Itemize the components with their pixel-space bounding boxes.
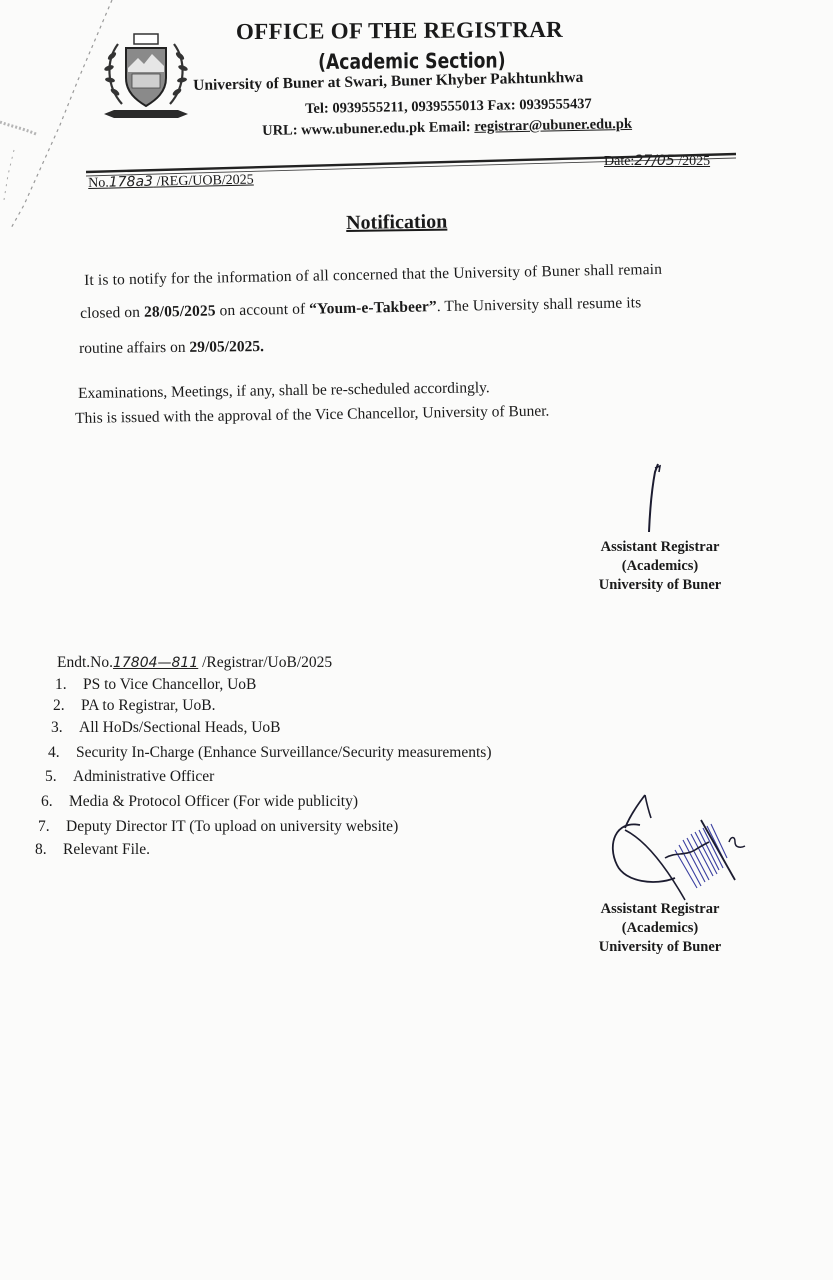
- distribution-item: 8. Relevant File.: [35, 841, 150, 858]
- handwritten-date: 27/05: [634, 153, 675, 169]
- body-line-4: Examinations, Meetings, if any, shall be re-scheduled accordingly.: [78, 379, 490, 402]
- distribution-item: 5. Administrative Officer: [45, 768, 215, 785]
- handwritten-ref-number: 178a3: [108, 173, 154, 191]
- signatory-title: Assistant Registrar: [600, 901, 720, 917]
- body-line-2: closed on 28/05/2025 on account of “Youm-e-Takbeer”. The University shall resume its: [80, 294, 642, 322]
- body-line-3: routine affairs on 29/05/2025.: [79, 338, 265, 357]
- distribution-item: 2. PA to Registrar, UoB.: [53, 697, 216, 714]
- distribution-item: 6. Media & Protocol Officer (For wide publicity): [41, 793, 358, 810]
- reference-number: No.178a3 /REG/UOB/2025: [88, 172, 254, 191]
- resume-date: 29/05/2025.: [189, 338, 265, 356]
- contact-phone-fax: Tel: 0939555211, 0939555013 Fax: 0939555437: [305, 95, 592, 117]
- notification-title: Notification: [346, 210, 448, 234]
- signatory-dept: (Academics): [621, 920, 699, 936]
- signatory-org: University of Buner: [598, 939, 722, 955]
- signatory-org: University of Buner: [598, 577, 722, 593]
- university-address: University of Buner at Swari, Buner Khyber Pakhtunkhwa: [193, 68, 584, 94]
- distribution-item: 7. Deputy Director IT (To upload on university website): [38, 818, 399, 835]
- closure-date: 28/05/2025: [143, 302, 216, 321]
- signature-1: [640, 460, 670, 535]
- email-link[interactable]: registrar@ubuner.edu.pk: [474, 115, 633, 135]
- endorsement-number: Endt.No.17804—811 /Registrar/UoB/2025: [57, 654, 333, 671]
- contact-url-email: [262, 116, 632, 140]
- section-subtitle: (Academic Section): [318, 48, 506, 74]
- distribution-item: 1. PS to Vice Chancellor, UoB: [55, 676, 257, 693]
- event-name: “Youm-e-Takbeer”: [309, 298, 437, 318]
- signatory-block-2: [582, 900, 738, 957]
- office-title: OFFICE OF THE REGISTRAR: [235, 16, 564, 45]
- distribution-item: 4. Security In-Charge (Enhance Surveillance/Security measurements): [48, 744, 492, 761]
- document-date: Date:27/05 /2025: [604, 153, 711, 169]
- signatory-title: Assistant Registrar: [600, 539, 720, 555]
- handwritten-endt-number: 17804—811: [112, 655, 199, 671]
- body-line-1: It is to notify for the information of all concerned that the University of Buner shall remain: [84, 260, 663, 289]
- signature-2: [605, 790, 775, 905]
- body-line-5: This is issued with the approval of the Vice Chancellor, University of Buner.: [75, 402, 550, 427]
- url-text: URL: www.ubuner.edu.pk Email:: [262, 118, 475, 139]
- signatory-block-1: [582, 538, 738, 595]
- signatory-dept: (Academics): [621, 558, 699, 574]
- university-crest-logo: [100, 30, 192, 126]
- distribution-item: 3. All HoDs/Sectional Heads, UoB: [51, 719, 281, 736]
